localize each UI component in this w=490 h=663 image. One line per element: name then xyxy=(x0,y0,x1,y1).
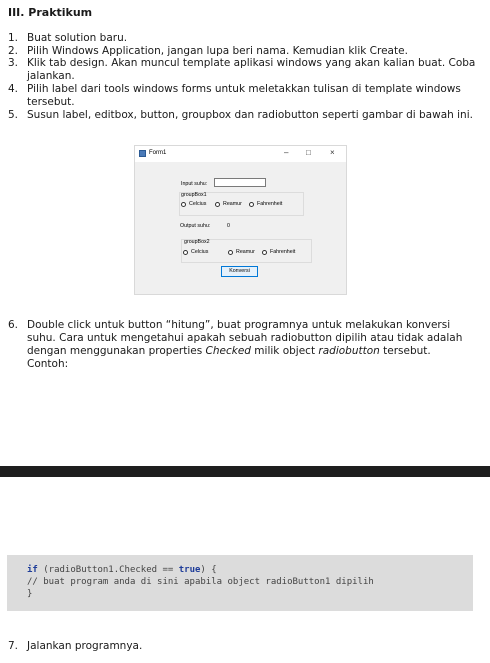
minimize-icon[interactable]: – xyxy=(284,148,289,157)
code-line-2: // buat program anda di sini apabila object radioButton1 dipilih xyxy=(27,577,374,587)
input-label: Input suhu: xyxy=(181,181,208,187)
code-line-3: } xyxy=(27,589,33,599)
radio-circle-icon xyxy=(181,202,186,207)
step-number: 6. xyxy=(8,319,19,331)
radio-label: Fahrenheit xyxy=(257,201,283,207)
step-5 xyxy=(8,109,482,122)
section-heading: III. Praktikum xyxy=(8,6,93,19)
step-6-text-a: Double click untuk button “hitung”, buat programnya untuk melakukan konversi suhu. Cara untuk mengetahui apakah sebuah radiobutton dipilih atau tidak adalah dengan menggunakan properties xyxy=(27,319,463,357)
step-text: Pilih label dari tools windows forms untuk meletakkan tulisan di template windows tersebut. xyxy=(27,83,461,108)
code-line-1 xyxy=(27,565,217,575)
step-number: 1. xyxy=(8,32,19,44)
radio-label: Fahrenheit xyxy=(270,249,296,255)
step-text: Susun label, editbox, button, groupbox dan radiobutton seperti gambar di bawah ini. xyxy=(27,109,473,121)
radio-circle-icon xyxy=(183,250,188,255)
step-7 xyxy=(8,640,482,653)
step-number: 3. xyxy=(8,57,19,69)
example-label: Contoh: xyxy=(27,358,69,370)
code-block xyxy=(7,555,473,611)
radio-label: Celcius xyxy=(189,201,207,207)
step-text: Buat solution baru. xyxy=(27,32,128,44)
step-text: Klik tab design. Akan muncul template aplikasi windows yang akan kalian buat. Coba jalankan. xyxy=(27,57,476,82)
radio-fahrenheit-1[interactable] xyxy=(249,201,282,207)
groupbox-2-label: groupBox2 xyxy=(184,239,210,245)
radio-label: Celcius xyxy=(191,249,209,255)
radiobutton-emphasis: radiobutton xyxy=(318,345,380,357)
output-value: 0 xyxy=(227,223,230,229)
radio-circle-icon xyxy=(262,250,267,255)
code-text: ) { xyxy=(200,565,217,575)
radio-circle-icon xyxy=(228,250,233,255)
step-number: 2. xyxy=(8,45,19,57)
code-text: (radioButton1.Checked == xyxy=(37,565,179,575)
step-4 xyxy=(8,83,482,109)
groupbox-1 xyxy=(179,192,304,216)
maximize-icon[interactable]: □ xyxy=(306,148,311,157)
step-text xyxy=(27,319,482,371)
radio-label: Reamur xyxy=(223,201,242,207)
radio-reamur-2[interactable] xyxy=(228,249,255,255)
step-text: Jalankan programnya. xyxy=(27,640,143,652)
radio-reamur-1[interactable] xyxy=(215,201,242,207)
form-title: Form1 xyxy=(149,150,167,156)
radio-fahrenheit-2[interactable] xyxy=(262,249,295,255)
radio-circle-icon xyxy=(215,202,220,207)
step-6 xyxy=(8,319,482,371)
groupbox-2 xyxy=(181,239,312,263)
radio-celcius-2[interactable] xyxy=(183,249,208,255)
step-number: 4. xyxy=(8,83,19,95)
step-number: 7. xyxy=(8,640,19,652)
radio-circle-icon xyxy=(249,202,254,207)
konversi-button[interactable]: Konversi xyxy=(221,266,258,277)
step-6-text-c: tersebut. xyxy=(379,345,431,357)
dark-divider xyxy=(0,466,490,477)
output-label: Output suhu: xyxy=(180,223,211,229)
checked-emphasis: Checked xyxy=(205,345,251,357)
step-3 xyxy=(8,57,482,83)
code-keyword-true: true xyxy=(178,565,201,575)
radio-celcius-1[interactable] xyxy=(181,201,206,207)
step-number: 5. xyxy=(8,109,19,121)
step-6-text-b: milik object xyxy=(250,345,319,357)
step-1 xyxy=(8,32,482,45)
form-app-icon xyxy=(139,150,146,157)
code-keyword-if: if xyxy=(27,565,38,575)
input-textbox[interactable] xyxy=(214,178,266,187)
step-text: Pilih Windows Application, jangan lupa beri nama. Kemudian klik Create. xyxy=(27,45,408,57)
radio-label: Reamur xyxy=(236,249,255,255)
close-icon[interactable]: × xyxy=(330,148,335,157)
form-titlebar xyxy=(135,146,346,162)
form-window xyxy=(134,145,347,295)
groupbox-1-label: groupBox1 xyxy=(181,192,207,198)
